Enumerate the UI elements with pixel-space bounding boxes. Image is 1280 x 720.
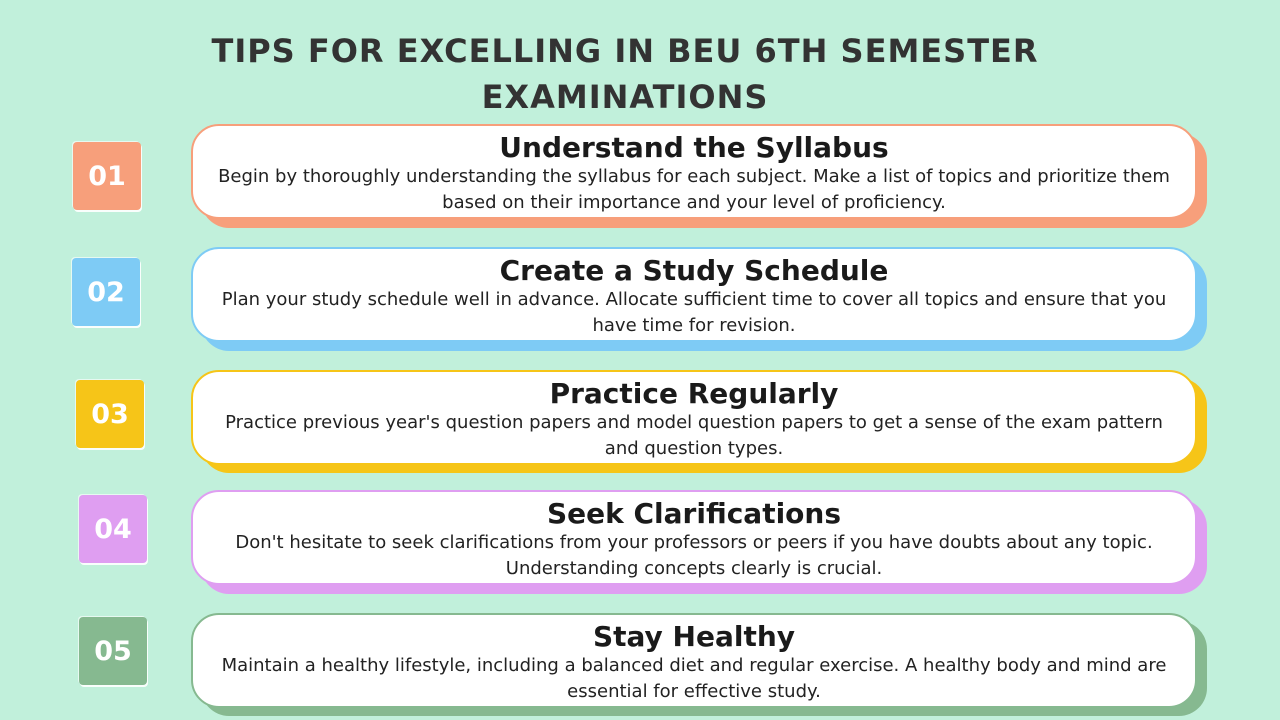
tip-number-badge: 01	[73, 142, 141, 210]
tip-card	[191, 370, 1197, 465]
tip-text: Maintain a healthy lifestyle, including a balanced diet and regular exercise. A healthy body and mind are essential for effective study.	[221, 655, 1167, 702]
tip-text: Plan your study schedule well in advance. Allocate sufficient time to cover all topics and ensure that you have time for revision.	[221, 289, 1167, 336]
tip-heading: Create a Study Schedule	[499, 254, 889, 287]
tip-number-badge: 03	[76, 380, 144, 448]
tip-text: Begin by thoroughly understanding the syllabus for each subject. Make a list of topics and prioritize them based on their importance and your level of proficiency.	[218, 166, 1170, 213]
tip-text: Don't hesitate to seek clarifications from your professors or peers if you have doubts about any topic. Understanding concepts clearly is crucial.	[235, 532, 1153, 579]
tip-text: Practice previous year's question papers and model question papers to get a sense of the exam pattern and question types.	[225, 412, 1163, 459]
tip-card	[191, 247, 1197, 342]
tip-heading: Practice Regularly	[549, 377, 839, 410]
tip-number-badge: 02	[72, 258, 140, 326]
tip-heading: Seek Clarifications	[546, 497, 842, 530]
tip-card	[191, 613, 1197, 708]
tip-card	[191, 490, 1197, 585]
tip-number-badge: 04	[79, 495, 147, 563]
page-title	[200, 28, 1050, 120]
tip-number-badge: 05	[79, 617, 147, 685]
tip-card	[191, 124, 1197, 219]
tip-heading: Stay Healthy	[592, 620, 796, 653]
page-title-line-1: TIPS FOR EXCELLING IN BEU 6TH SEMESTER	[211, 32, 1039, 70]
page-title-line-2: EXAMINATIONS	[481, 78, 769, 116]
tip-heading: Understand the Syllabus	[499, 131, 889, 164]
